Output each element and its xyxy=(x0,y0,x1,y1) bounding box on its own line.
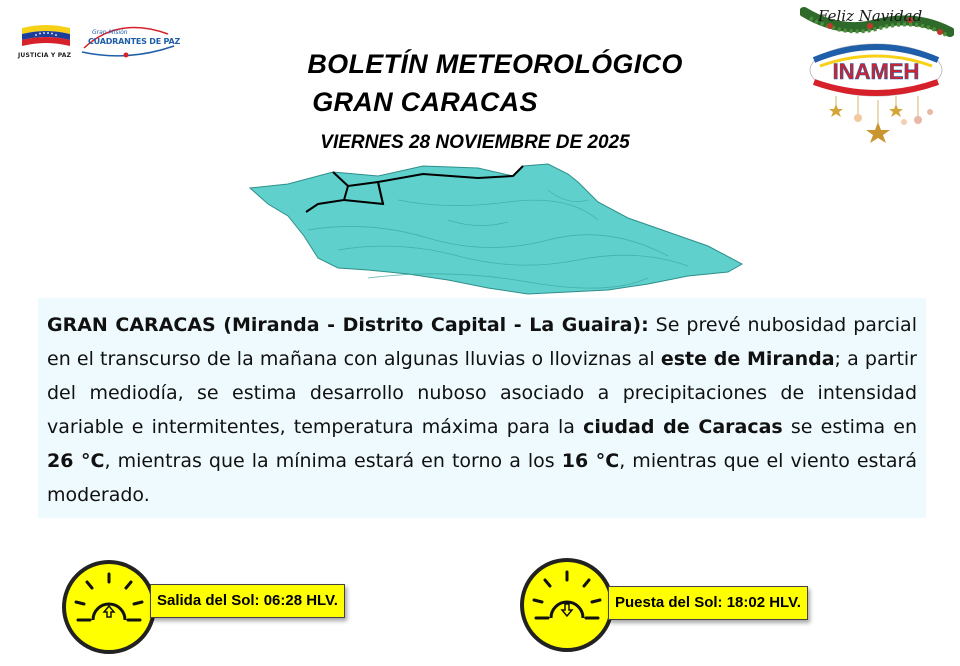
feliz-navidad-script: Feliz Navidad xyxy=(818,7,923,25)
forecast-bold-2: ciudad de Caracas xyxy=(583,416,783,438)
sunrise-icon xyxy=(60,558,158,656)
bulletin-date: VIERNES 28 NOVIEMBRE DE 2025 xyxy=(320,132,630,153)
forecast-text-2: ; a partir del mediodía, se estima desarrollo nuboso asociado a precipitaciones de intensidad variable e intermitentes, temperatura máxima para la xyxy=(47,348,917,438)
inameh-logo xyxy=(800,4,954,146)
inameh-wordmark: INAMEH xyxy=(832,59,920,84)
forecast-bulletin xyxy=(38,298,926,518)
cuadrantes-small-text: Gran Misión xyxy=(92,29,128,36)
forecast-paragraph xyxy=(47,308,917,512)
max-temperature: 26 °C xyxy=(47,450,105,472)
forecast-text-5: , mientras que el viento estará moderado. xyxy=(47,450,917,506)
flag-caption: JUSTICIA Y PAZ xyxy=(18,52,72,59)
map-region-shape xyxy=(250,164,742,294)
page-title: BOLETÍN METEOROLÓGICO xyxy=(307,49,683,79)
forecast-text-1: Se prevé nubosidad parcial en el transcurso de la mañana con algunas lluvias o lloviznas al xyxy=(47,314,917,370)
sunset-label: Puesta del Sol: 18:02 HLV. xyxy=(608,586,808,620)
sunset-icon xyxy=(518,556,616,654)
forecast-text-4: , mientras que la mínima estará en torno a los xyxy=(104,450,562,472)
gran-caracas-map xyxy=(248,160,748,300)
forecast-bold-1: este de Miranda xyxy=(660,348,835,370)
cuadrantes-big-text: CUADRANTES DE PAZ xyxy=(88,37,181,46)
forecast-text-3: se estima en xyxy=(782,416,917,438)
region-heading: GRAN CARACAS (Miranda - Distrito Capital - La Guaira): xyxy=(47,314,649,336)
ornaments-icon xyxy=(829,96,933,143)
page-subtitle: GRAN CARACAS xyxy=(312,87,538,117)
min-temperature: 16 °C xyxy=(561,450,620,472)
sunrise-label: Salida del Sol: 06:28 HLV. xyxy=(150,584,345,618)
